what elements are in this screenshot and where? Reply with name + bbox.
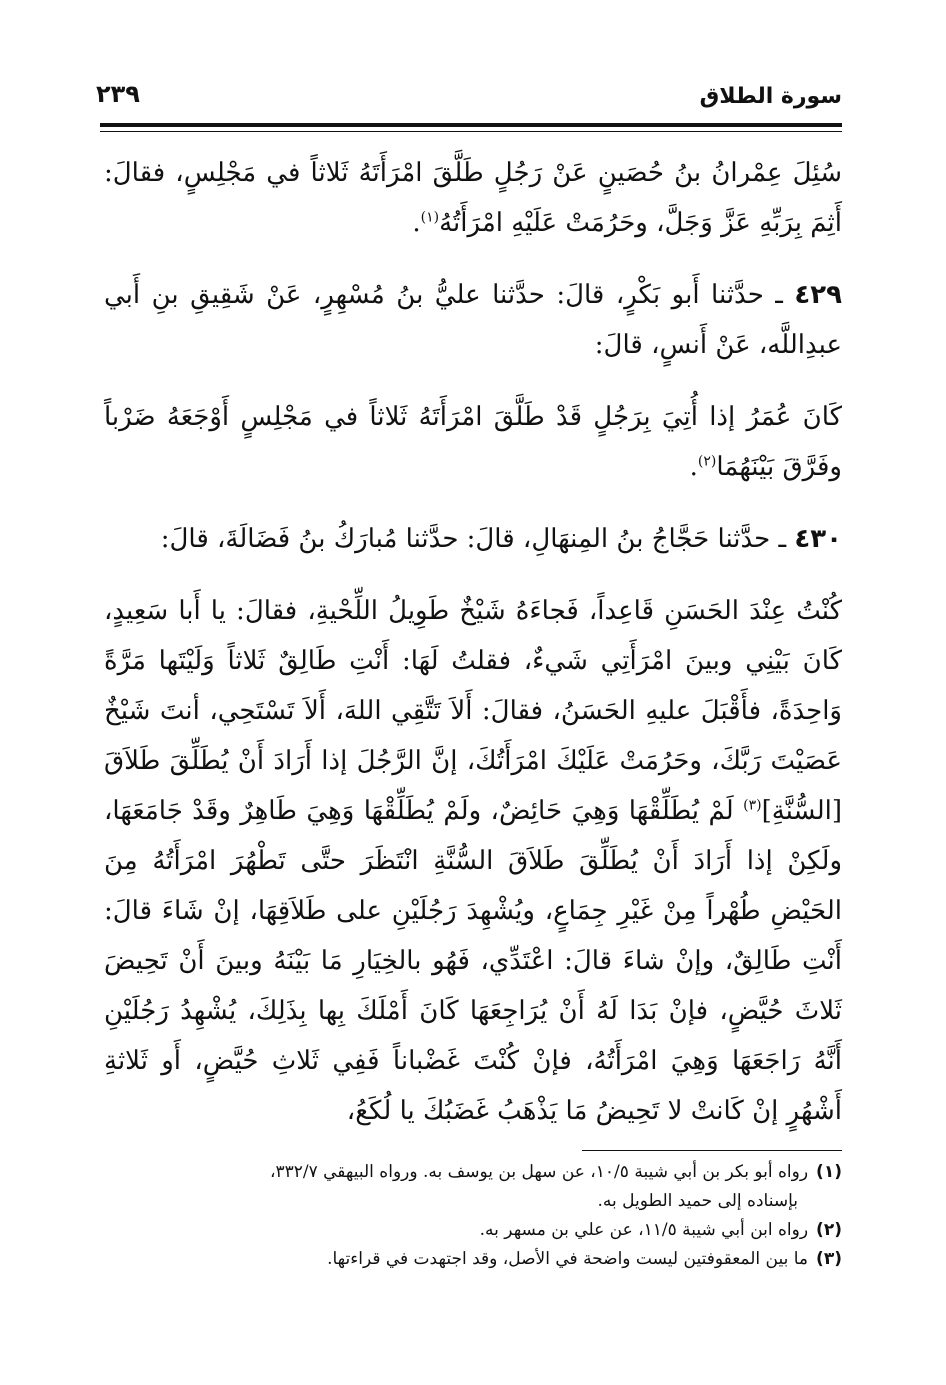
paragraph-text: ـ حدَّثنا حَجَّاجُ بنُ المِنهَالِ، قالَ: حدَّثنا مُبارَكُ بنُ فَضَالَةَ، قالَ: — [160, 524, 795, 554]
paragraph-end: . — [689, 452, 698, 482]
footnote-text: رواه ابن أبي شيبة ١١/٥، عن علي بن مسهر به. — [479, 1220, 809, 1240]
paragraph-text: كَانَ عُمَرُ إذا أُتِيَ بِرَجُلٍ قَدْ طَلَّقَ امْرَأَتَهُ ثَلاثاً في مَجْلِسٍ أَوْجَعَهُ ضَرْباً وفَرَّقَ بَيْنَهُمَا — [104, 402, 842, 482]
footnote-number: (٢) — [816, 1220, 842, 1240]
paragraph-text: ـ حدَّثنا أَبو بَكْرٍ، قالَ: حدَّثنا عليُّ بنُ مُسْهِرٍ، عَنْ شَقِيقِ بنِ أَبي عبدِاللَّه، عَنْ أَنسٍ، قالَ: — [104, 280, 842, 360]
paragraph-text: كُنْتُ عِنْدَ الحَسَنِ قَاعِداً، فَجاءَهُ شَيْخٌ طَوِيلُ اللِّحْيةِ، فقالَ: يا أَبا سَعِيدٍ، كَانَ بَيْنِي وبينَ امْرَأَتِي شَيءٌ، فقلتُ لَهَا: أَنْتِ طَالِقٌ ثَلاثاً وَلَيْتَها مَرَّةً وَاحِدَةً، فأَقْبَلَ عليهِ الحَسَنُ، فقالَ: أَلاَ تَتَّقِي اللهَ، أَلاَ تَسْتَحِي، أنتَ شَيْخٌ عَصَيْتَ رَبَّكَ، وحَرُمَتْ عَلَيْكَ امْرَأَتُكَ، إنَّ الرَّجُلَ إذا أَرَادَ أَنْ يُطَلِّقَ طَلاَقَ [السُّنَّةِ] — [104, 596, 842, 826]
paragraph-isnad-429 — [104, 270, 842, 370]
header-rule-thin — [100, 131, 842, 132]
footnote-2 — [104, 1216, 842, 1245]
paragraph-text: سُئِلَ عِمْرانُ بنُ حُصَينٍ عَنْ رَجُلٍ طَلَّقَ امْرَأَتَهُ ثَلاثاً في مَجْلِسٍ، فقالَ: أَثِمَ بِرَبِّهِ عَزَّ وَجَلَّ، وحَرُمَتْ عَلَيْهِ امْرَأَتُهُ — [104, 158, 842, 238]
footnote-3 — [104, 1245, 842, 1274]
footnote-1 — [104, 1158, 842, 1187]
footnote-1-continued: بإسناده إلى حميد الطويل به. — [597, 1191, 798, 1211]
footnote-number: (٣) — [816, 1249, 842, 1269]
footnote-text: ما بين المعقوفتين ليست واضحة في الأصل، وقد اجتهدت في قراءتها. — [327, 1249, 809, 1269]
main-text — [104, 148, 842, 1136]
footnotes — [104, 1158, 842, 1274]
footnote-number: (١) — [816, 1162, 842, 1182]
paragraph-text: لَمْ يُطَلِّقْهَا وَهِيَ حَائِضٌ، ولَمْ يُطَلِّقْهَا وَهِيَ طَاهِرٌ وقَدْ جَامَعَهَا، ولَكِنْ إذا أَرَادَ أَنْ يُطَلِّقَ طَلاَقَ السُّنَّةِ انْتَظَرَ حتَّى تَطْهُرَ امْرَأَتُهُ مِنَ الحَيْضِ طُهْراً مِنْ غَيْرِ جِمَاعٍ، ويُشْهِدَ رَجُلَيْنِ على طَلاَقِهَا، إنْ شَاءَ قالَ: أَنْتِ طَالِقٌ، وإنْ شاءَ قالَ: اعْتَدِّي، فَهُو بالخِيَارِ مَا بَيْنَهُ وبينَ أَنْ تَحِيضَ ثَلاثَ حُيَّضٍ، فإنْ بَدَا لَهُ أَنْ يُرَاجِعَهَا كَانَ أَمْلَكَ بِها بِذَلِكَ، يُشْهِدُ رَجُلَيْنِ أَنَّهُ رَاجَعَهَا وَهِيَ امْرَأَتُهُ، فإنْ كُنْتَ غَضْباناً فَفِي ثَلاثِ حُيَّضٍ، أَو ثَلاثةِ أَشْهُرٍ إنْ كَانتْ لا تَحِيضُ مَا يَذْهَبُ غَضَبُكَ يا لُكَعُ، — [104, 796, 842, 1126]
page-header — [96, 80, 842, 116]
surah-title: سورة الطلاق — [699, 84, 842, 109]
footnote-ref: (٣) — [743, 797, 762, 814]
paragraph-matn-430 — [104, 586, 842, 1136]
page-number: ٢٣٩ — [96, 80, 140, 108]
hadith-number: ٤٣٠ — [794, 524, 842, 554]
footnote-ref: (٢) — [697, 453, 717, 470]
footnote-ref: (١) — [420, 209, 440, 226]
header-rule-thick — [100, 123, 842, 127]
paragraph-isnad-430 — [104, 514, 842, 564]
paragraph-athar — [104, 148, 842, 248]
footnote-separator — [582, 1150, 842, 1151]
paragraph-end: . — [412, 208, 421, 238]
hadith-number: ٤٢٩ — [794, 280, 842, 310]
footnote-text: رواه أبو بكر بن أبي شيبة ١٠/٥، عن سهل بن يوسف به. ورواه البيهقي ٣٣٢/٧، — [269, 1162, 809, 1182]
paragraph-matn-429 — [104, 392, 842, 492]
